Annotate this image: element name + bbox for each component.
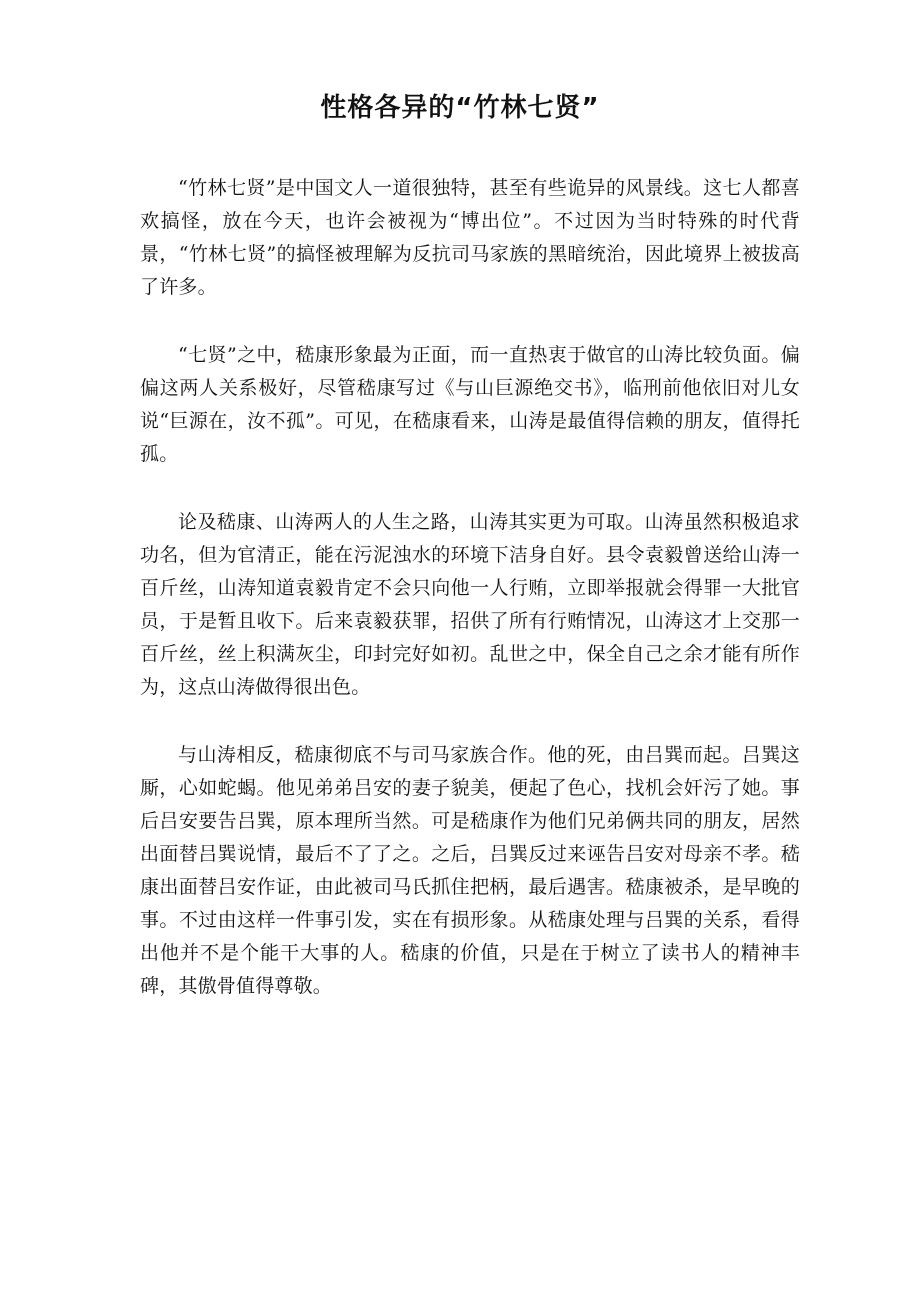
article-body bbox=[140, 172, 800, 1038]
paragraph-4: 与山涛相反，嵇康彻底不与司马家族合作。他的死，由吕巽而起。吕巽这厮，心如蛇蝎。他见弟弟吕安的妻子貌美，便起了色心，找机会奸污了她。事后吕安要告吕巽，原本理所当然。可是嵇康作为他们兄弟俩共同的朋友，居然出面替吕巽说情，最后不了了之。之后，吕巽反过来诬告吕安对母亲不孝。嵇康出面替吕安作证，由此被司马氏抓住把柄，最后遇害。嵇康被杀，是早晚的事。不过由这样一件事引发，实在有损形象。从嵇康处理与吕巽的关系，看得出他并不是个能干大事的人。嵇康的价值，只是在于树立了读书人的精神丰碑，其傲骨值得尊敬。 bbox=[140, 744, 800, 997]
paragraph-1: “竹林七贤”是中国文人一道很独特，甚至有些诡异的风景线。这七人都喜欢搞怪，放在今天，也许会被视为“博出位”。不过因为当时特殊的时代背景，“竹林七贤”的搞怪被理解为反抗司马家族的黑暗统治，因此境界上被拔高了许多。 bbox=[140, 177, 800, 298]
page-title: 性格各异的“竹林七贤” bbox=[320, 93, 600, 123]
paragraph-3: 论及嵇康、山涛两人的人生之路，山涛其实更为可取。山涛虽然积极追求功名，但为官清正，能在污泥浊水的环境下洁身自好。县令袁毅曾送给山涛一百斤丝，山涛知道袁毅肯定不会只向他一人行贿，立即举报就会得罪一大批官员，于是暂且收下。后来袁毅获罪，招供了所有行贿情况，山涛这才上交那一百斤丝，丝上积满灰尘，印封完好如初。乱世之中，保全自己之余才能有所作为，这点山涛做得很出色。 bbox=[140, 511, 800, 698]
paragraph-2: “七贤”之中，嵇康形象最为正面，而一直热衷于做官的山涛比较负面。偏偏这两人关系极好，尽管嵇康写过《与山巨源绝交书》，临刑前他依旧对儿女说“巨源在，汝不孤”。可见，在嵇康看来，山涛是最值得信赖的朋友，值得托孤。 bbox=[140, 344, 800, 465]
